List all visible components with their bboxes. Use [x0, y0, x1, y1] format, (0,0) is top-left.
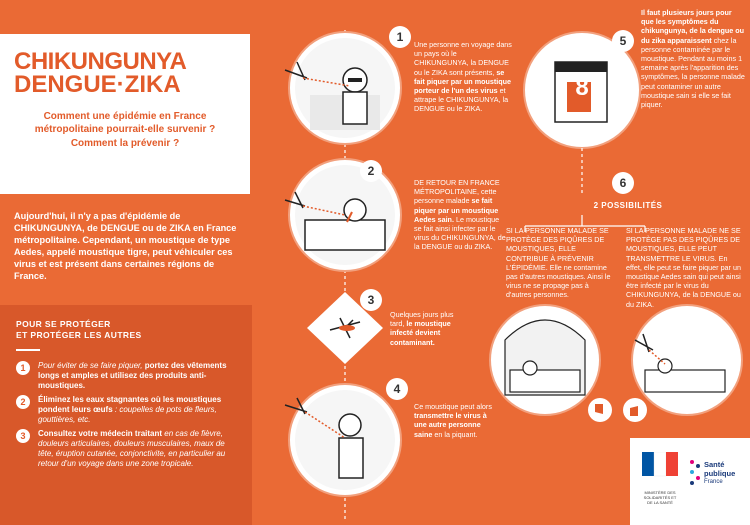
tip-number-3: 3 [16, 429, 30, 443]
title-card [0, 34, 250, 194]
logos-box [630, 438, 750, 525]
tip-number-1: 1 [16, 361, 30, 375]
step-number-5: 5 [612, 30, 634, 52]
possibilities-title: 2 POSSIBILITÉS [593, 201, 663, 210]
step-text-2b: se fait piquer par un moustique Aedes sain. [414, 196, 499, 224]
calendar-day: 8 [575, 74, 589, 101]
step-text-4a: Ce moustique peut alors [414, 402, 492, 411]
protect-heading [16, 319, 142, 341]
step-text-2c: Le moustique se fait ainsi infecter par le virus du CHIKUNGUNYA, de la DENGUE ou du ZIKA. [414, 214, 506, 252]
tip-lead-1: Pour éviter de se faire piquer, [38, 361, 145, 370]
step-number-1: 1 [389, 26, 411, 48]
title-line2: DENGUE·ZIKA [14, 71, 181, 98]
title-question: Comment une épidémie en France métropolitaine pourrait-elle survenir ? [34, 111, 216, 135]
tip-text-2 [38, 395, 238, 425]
step-text-3a: Quelques jours plus tard, [390, 310, 454, 329]
protect-heading-line1: POUR SE PROTÉGER [16, 319, 111, 329]
tip-number-2: 2 [16, 395, 30, 409]
step-text-3 [390, 310, 456, 347]
protect-panel [0, 305, 252, 525]
step-text-4b: transmettre le virus à une autre personne saine [414, 411, 487, 439]
scene-protected-bed-icon [490, 305, 600, 415]
step-text-1 [414, 40, 512, 114]
step-text-5 [641, 8, 745, 109]
tip-item-3 [16, 429, 236, 489]
step-text-1c: et attrape le CHIKUNGUNYA, la DENGUE ou le ZIKA. [414, 86, 509, 114]
sante-line1: Santé [704, 460, 725, 469]
intro-text: Aujourd'hui, il n'y a pas d'épidémie de CHIKUNGUNYA, de DENGUE ou de ZIKA en France métropolitaine. Cependant, un moustique de type Aedes, appelé moustique tigre, peut véhiculer ces virus et est présent dans certaines régions de France. [14, 211, 237, 281]
protect-divider [16, 349, 40, 351]
possibility-right-text: SI LA PERSONNE MALADE NE SE PROTÈGE PAS DES PIQÛRES DE MOUSTIQUES, ELLE PEUT TRANSMETTRE LE VIRUS. En effet, elle peut se faire piquer par un moustique Aedes sain qui peut ainsi être infecté par le virus du CHIKUNGUNYA, de la DENGUE ou du ZIKA. [626, 226, 741, 309]
thumbs-down-icon [623, 398, 647, 422]
step-text-1b: se fait piquer par un moustique porteur de l'un des virus [414, 67, 512, 96]
tip-tail-2: : coupelles de pots de fleurs, gouttières, etc. [38, 405, 217, 424]
sante-publique-text [704, 460, 735, 478]
tip-bold-3: Consultez votre médecin traitant [38, 429, 163, 438]
step-text-2a: DE RETOUR EN FRANCE MÉTROPOLITAINE, cette personne malade [414, 178, 500, 206]
possibility-left-text: SI LA PERSONNE MALADE SE PROTÈGE DES PIQÛRES DE MOUSTIQUES, ELLE CONTRIBUE À PRÉVENIR L'ÉPIDÉMIE. Elle ne contamine pas d'autres moustiques. Ainsi le virus ne se propage pas à d'autres personnes. [506, 226, 611, 300]
sante-publique-dots-icon [688, 458, 702, 488]
marianne-logo-icon [642, 452, 678, 488]
step-text-4 [414, 402, 492, 439]
ministry-text: MINISTÈRE DES SOLIDARITÉS ET DE LA SANTÉ [643, 490, 677, 505]
tip-item-1 [16, 361, 236, 391]
sante-line3: France [704, 479, 723, 485]
step-number-3: 3 [360, 289, 382, 311]
scene-unprotected-bed-icon [632, 305, 742, 415]
scene-traveller-icon [285, 32, 401, 144]
step-text-5a: Il faut plusieurs jours pour que les symptômes du chikungunya, de la dengue ou du zika apparaissent [641, 8, 745, 45]
step-text-5c: chez la personne contaminée par le moustique. Pendant au moins 1 semaine après l'apparition des symptômes, la personne malade peut contaminer un autre moustique sain si elle se fait piquer. [641, 35, 745, 110]
step-text-2 [414, 178, 506, 252]
scene-sick-person-icon [285, 159, 401, 271]
tip-text-3 [38, 429, 238, 469]
tip-bold-1: portez des vêtements longs et amples et utilisez des produits anti-moustiques. [38, 361, 227, 390]
title-line1: CHIKUNGUNYA [14, 48, 187, 75]
protect-heading-line2: ET PROTÉGER LES AUTRES [16, 330, 142, 340]
step-number-6: 6 [612, 172, 634, 194]
tip-tail-3: en cas de fièvre, douleurs articulaires, douleurs musculaires, maux de tête, éruption cutanée, conjonctivite, en particulier au retour d'un voyage dans une zone tropicale. [38, 429, 226, 468]
sante-line2: publique [704, 469, 736, 478]
tip-item-2 [16, 395, 236, 425]
step-number-4: 4 [386, 378, 408, 400]
thumbs-up-icon [588, 398, 612, 422]
scene-healthy-person-icon [285, 384, 401, 496]
step-text-3b: le moustique infecté devient contaminant. [390, 319, 451, 347]
tip-text-1 [38, 361, 238, 391]
step-text-4c: en la piquant. [432, 429, 478, 439]
tip-bold-2: Éliminez les eaux stagnantes où les moustiques pondent leurs œufs [38, 395, 222, 414]
title-question2: Comment la prévenir ? [70, 138, 180, 149]
step-number-2: 2 [360, 160, 382, 182]
step-text-1a: Une personne en voyage dans un pays où le CHIKUNGUNYA, la DENGUE ou le ZIKA sont présents, [414, 40, 512, 77]
